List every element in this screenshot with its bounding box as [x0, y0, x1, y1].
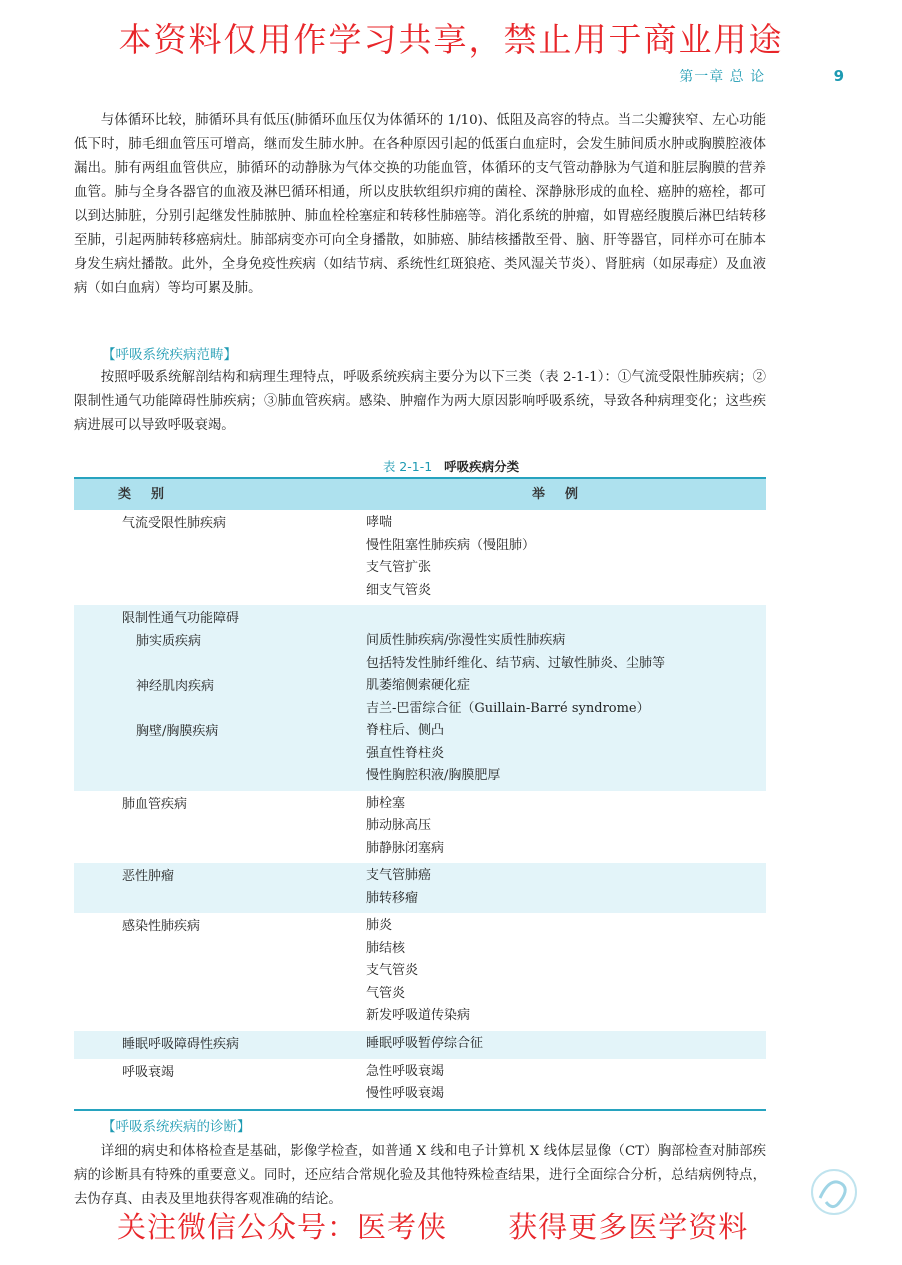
table-group	[74, 1031, 766, 1059]
examples-cell	[366, 793, 766, 861]
example-item: 强直性脊柱炎	[366, 745, 445, 761]
example-item: 支气管扩张	[366, 560, 432, 575]
example-item: 肺栓塞	[366, 795, 406, 811]
example-item: 肺结核	[366, 940, 406, 956]
examples-cell	[366, 865, 766, 910]
publisher-logo-icon	[808, 1166, 860, 1218]
table-body	[74, 510, 766, 1109]
table-row	[74, 865, 766, 910]
examples-cell	[366, 915, 766, 1028]
category-cell: 肺血管疾病	[122, 796, 188, 812]
disease-classification-table	[74, 477, 766, 1111]
category-cell: 呼吸衰竭	[122, 1064, 175, 1080]
example-item: 包括特发性肺纤维化、结节病、过敏性肺炎、尘肺等	[366, 655, 666, 671]
example-item: 肺静脉闭塞病	[366, 840, 445, 856]
table-row	[74, 915, 766, 1028]
table-row	[74, 1033, 766, 1056]
header-category: 类别	[118, 487, 185, 502]
example-item: 脊柱后、侧凸	[366, 723, 445, 738]
example-item: 慢性呼吸衰竭	[366, 1086, 445, 1101]
example-item: 肺转移瘤	[366, 890, 419, 906]
category-cell: 睡眠呼吸障碍性疾病	[122, 1036, 240, 1052]
examples-cell	[366, 675, 766, 720]
section-heading-diagnosis: 【呼吸系统疾病的诊断】	[102, 1119, 251, 1135]
chapter-title: 第一章 总 论	[679, 69, 766, 85]
category-cell: 胸壁/胸膜疾病	[136, 724, 219, 739]
table-number: 表 2-1-1	[382, 459, 433, 474]
watermark-bottom: 关注微信公众号：医考侠 获得更多医学资料	[117, 1210, 749, 1244]
examples-cell	[366, 720, 766, 788]
paragraph-classification: 按照呼吸系统解剖结构和病理生理特点，呼吸系统疾病主要分为以下三类（表 2-1-1）：①气流受限性肺疾病；②限制性通气功能障碍性肺疾病；③肺血管疾病。感染、肿瘤作为两大原因影响呼吸系统，导致各种病理变化；这些疾病进展可以导致呼吸衰竭。	[74, 370, 766, 433]
example-item: 急性呼吸衰竭	[366, 1063, 445, 1079]
example-item: 细支气管炎	[366, 582, 432, 598]
category-cell: 气流受限性肺疾病	[122, 516, 227, 531]
examples-cell	[366, 1033, 766, 1056]
table-row	[74, 675, 766, 720]
example-item: 肌萎缩侧索硬化症	[366, 678, 471, 693]
paragraph-pulmonary-circulation: 与体循环比较，肺循环具有低压(肺循环血压仅为体循环的 1/10)、低阻及高容的特点。当二尖瓣狭窄、左心功能低下时，肺毛细血管压可增高，继而发生肺水肿。在各种原因引起的低蛋白血症时，会发生肺间质水肿或胸膜腔液体漏出。肺有两组血管供应，肺循环的动静脉为气体交换的功能血管，体循环的支气管动静脉为气道和脏层胸膜的营养血管。肺与全身各器官的血液及淋巴循环相通，所以皮肤软组织疖痈的菌栓、深静脉形成的血栓、癌肿的癌栓，都可以到达肺脏，分别引起继发性肺脓肿、肺血栓栓塞症和转移性肺癌等。消化系统的肿瘤，如胃癌经腹膜后淋巴结转移至肺，引起两肺转移癌病灶。肺部病变亦可向全身播散，如肺癌、肺结核播散至骨、脑、肝等器官，同样亦可在肺本身发生病灶播散。此外，全身免疫性疾病（如结节病、系统性红斑狼疮、类风湿关节炎）、肾脏病（如尿毒症）及血液病（如白血病）等均可累及肺。	[74, 113, 766, 296]
example-item: 睡眠呼吸暂停综合征	[366, 1035, 484, 1051]
examples-cell	[366, 630, 766, 675]
table-row	[74, 720, 766, 788]
table-row	[74, 512, 766, 602]
running-head	[679, 66, 844, 86]
group-category: 限制性通气功能障碍	[122, 611, 240, 626]
example-item: 气管炎	[366, 985, 406, 1001]
table-row	[74, 1061, 766, 1106]
example-item: 吉兰-巴雷综合征（Guillain-Barré syndrome）	[366, 700, 650, 716]
page-number: 9	[833, 67, 844, 85]
table-row	[74, 630, 766, 675]
table-group	[74, 913, 766, 1031]
watermark-top: 本资料仅用作学习共享，禁止用于商业用途	[118, 20, 784, 59]
example-item: 肺炎	[366, 918, 393, 933]
example-item: 支气管炎	[366, 963, 419, 978]
table-header	[74, 477, 766, 510]
paragraph-diagnosis: 详细的病史和体格检查是基础，影像学检查，如普通 X 线和电子计算机 X 线体层显像（CT）胸部检查对肺部疾病的诊断具有特殊的重要意义。同时，还应结合常规化验及其他特殊检查结果，进行全面综合分析，总结病例特点，去伪存真、由表及里地获得客观准确的结论。	[74, 1144, 767, 1207]
example-item: 慢性阻塞性肺疾病（慢阻肺）	[366, 537, 536, 553]
table-caption	[0, 457, 902, 475]
category-cell: 肺实质疾病	[136, 634, 202, 649]
table-group	[74, 605, 766, 791]
example-item: 慢性胸腔积液/胸膜肥厚	[366, 768, 501, 783]
table-group	[74, 1059, 766, 1109]
example-item: 间质性肺疾病/弥漫性实质性肺疾病	[366, 633, 566, 648]
category-cell: 感染性肺疾病	[122, 919, 201, 934]
header-examples: 举例	[531, 487, 598, 502]
table-group	[74, 863, 766, 913]
category-cell: 神经肌肉疾病	[136, 679, 215, 694]
table-title: 呼吸疾病分类	[444, 459, 520, 474]
section-heading-scope: 【呼吸系统疾病范畴】	[102, 347, 237, 363]
category-cell: 恶性肿瘤	[122, 869, 175, 884]
example-item: 新发呼吸道传染病	[366, 1008, 471, 1023]
example-item: 哮喘	[366, 515, 393, 530]
table-group	[74, 510, 766, 605]
table-group	[74, 791, 766, 864]
examples-cell	[366, 512, 766, 602]
example-item: 肺动脉高压	[366, 818, 432, 833]
example-item: 支气管肺癌	[366, 868, 432, 883]
table-row	[74, 793, 766, 861]
examples-cell	[366, 1061, 766, 1106]
